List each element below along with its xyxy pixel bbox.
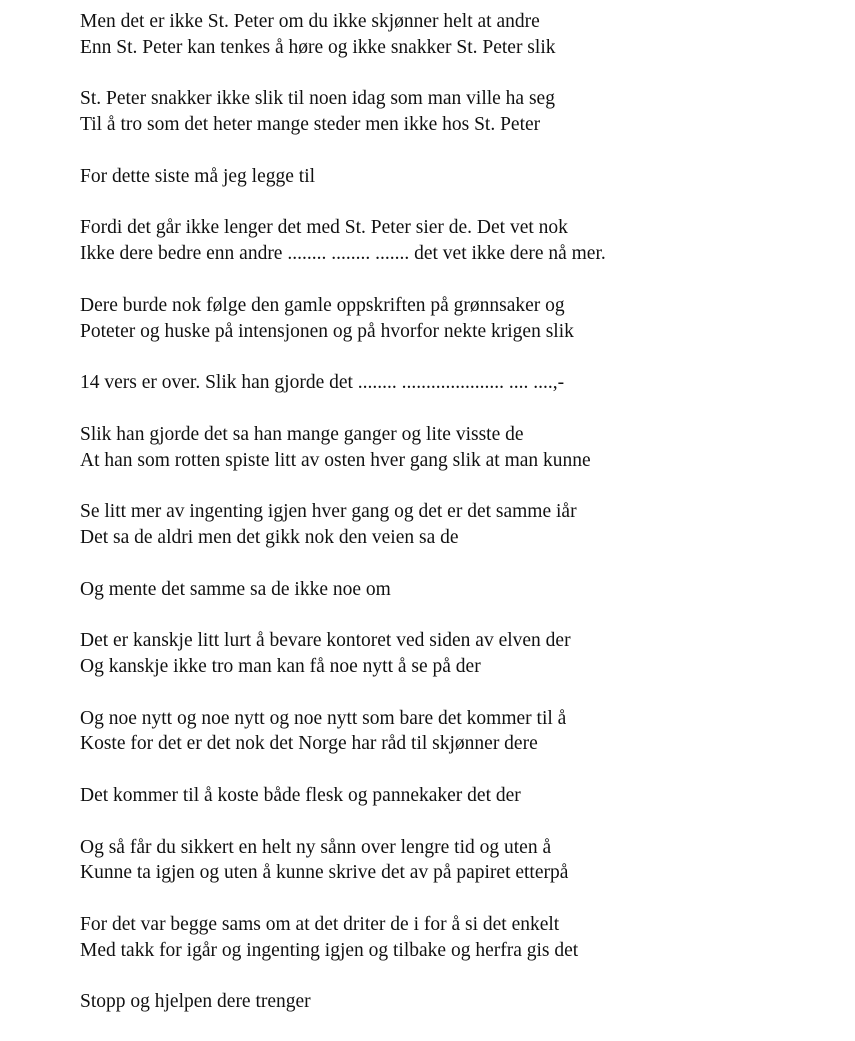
stanza xyxy=(80,293,840,345)
stanza xyxy=(80,370,840,396)
poem-line: Dere burde nok følge den gamle oppskriften på grønnsaker og xyxy=(80,294,565,316)
poem-line: Med takk for igår og ingenting igjen og tilbake og herfra gis det xyxy=(80,939,579,961)
poem-page xyxy=(80,9,840,1041)
poem-line: For det var begge sams om at det driter de i for å si det enkelt xyxy=(80,913,560,935)
poem-line: Se litt mer av ingenting igjen hver gang og det er det samme iår xyxy=(80,501,577,523)
poem-line: Poteter og huske på intensjonen og på hvorfor nekte krigen slik xyxy=(80,320,574,342)
poem-line: Koste for det er det nok det Norge har råd til skjønner dere xyxy=(80,733,538,755)
poem-line: 14 vers er over. Slik han gjorde det ........ ..................... .... ....,- xyxy=(80,372,565,394)
stanza xyxy=(80,577,840,603)
poem-line: Til å tro som det heter mange steder men ikke hos St. Peter xyxy=(80,114,541,136)
poem-line: Ikke dere bedre enn andre ........ ........ ....... det vet ikke dere nå mer. xyxy=(80,243,606,265)
stanza xyxy=(80,989,840,1015)
poem-line: Det kommer til å koste både flesk og pannekaker det der xyxy=(80,784,521,806)
poem-line: Og mente det samme sa de ikke noe om xyxy=(80,578,391,600)
poem-line: Det sa de aldri men det gikk nok den veien sa de xyxy=(80,526,459,548)
stanza xyxy=(80,835,840,887)
stanza xyxy=(80,783,840,809)
stanza xyxy=(80,422,840,474)
poem-line: Kunne ta igjen og uten å kunne skrive det av på papiret etterpå xyxy=(80,862,569,884)
poem-line: Det er kanskje litt lurt å bevare kontoret ved siden av elven der xyxy=(80,630,571,652)
poem-line: Enn St. Peter kan tenkes å høre og ikke snakker St. Peter slik xyxy=(80,36,556,58)
poem-line: Og så får du sikkert en helt ny sånn over lengre tid og uten å xyxy=(80,836,552,858)
stanza xyxy=(80,706,840,758)
poem-line: At han som rotten spiste litt av osten hver gang slik at man kunne xyxy=(80,449,591,471)
poem-line: Og noe nytt og noe nytt og noe nytt som bare det kommer til å xyxy=(80,707,567,729)
poem-line: St. Peter snakker ikke slik til noen idag som man ville ha seg xyxy=(80,88,555,110)
stanza xyxy=(80,9,840,61)
stanza xyxy=(80,912,840,964)
stanza xyxy=(80,499,840,551)
stanza xyxy=(80,86,840,138)
poem-line: Slik han gjorde det sa han mange ganger og lite visste de xyxy=(80,423,524,445)
poem-line: Og kanskje ikke tro man kan få noe nytt å se på der xyxy=(80,655,481,677)
stanza xyxy=(80,215,840,267)
stanza xyxy=(80,164,840,190)
poem-line: Stopp og hjelpen dere trenger xyxy=(80,991,311,1013)
poem-line: Fordi det går ikke lenger det med St. Peter sier de. Det vet nok xyxy=(80,217,568,239)
poem-line: For dette siste må jeg legge til xyxy=(80,165,316,187)
stanza xyxy=(80,628,840,680)
poem-line: Men det er ikke St. Peter om du ikke skjønner helt at andre xyxy=(80,11,540,32)
